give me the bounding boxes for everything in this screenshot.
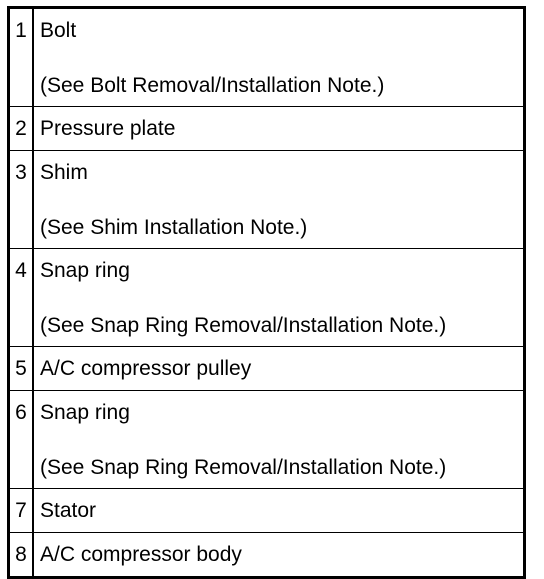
part-number: 6 — [9, 391, 34, 489]
part-note: (See Snap Ring Removal/Installation Note.) — [40, 456, 447, 479]
part-description — [33, 8, 525, 107]
part-description — [33, 489, 525, 533]
part-name: Bolt — [40, 19, 77, 42]
part-name: A/C compressor body — [40, 543, 242, 566]
table-row — [9, 391, 525, 489]
table-row — [9, 489, 525, 533]
part-description — [33, 249, 525, 347]
part-description — [33, 107, 525, 151]
table-row — [9, 8, 525, 107]
part-description — [33, 347, 525, 391]
part-number: 3 — [9, 151, 34, 249]
table-row — [9, 107, 525, 151]
part-name: Pressure plate — [40, 117, 176, 140]
part-name: Snap ring — [40, 401, 130, 424]
part-number: 1 — [9, 8, 34, 107]
part-number: 2 — [9, 107, 34, 151]
part-description — [33, 533, 525, 578]
part-description — [33, 391, 525, 489]
table-row — [9, 249, 525, 347]
part-name: Shim — [40, 161, 88, 184]
table-row — [9, 151, 525, 249]
part-description — [33, 151, 525, 249]
part-note: (See Shim Installation Note.) — [40, 216, 308, 239]
table-row — [9, 533, 525, 578]
part-number: 7 — [9, 489, 34, 533]
part-name: Snap ring — [40, 259, 130, 282]
part-note: (See Snap Ring Removal/Installation Note.) — [40, 314, 447, 337]
part-number: 5 — [9, 347, 34, 391]
parts-legend-table — [7, 6, 526, 579]
part-number: 4 — [9, 249, 34, 347]
part-note: (See Bolt Removal/Installation Note.) — [40, 74, 385, 97]
part-name: Stator — [40, 499, 97, 522]
part-number: 8 — [9, 533, 34, 578]
part-name: A/C compressor pulley — [40, 357, 252, 380]
table-row — [9, 347, 525, 391]
